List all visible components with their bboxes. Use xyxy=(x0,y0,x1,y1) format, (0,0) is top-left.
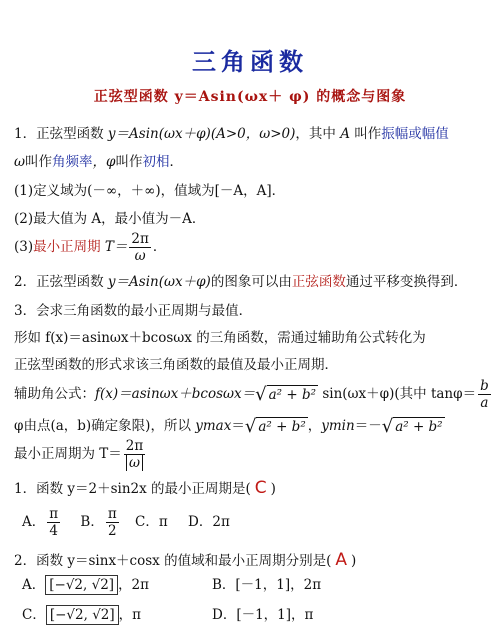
question-2-options-ab xyxy=(22,575,492,595)
fraction-period-abs: $\frac{2\pi}{\omega}$ xyxy=(125,438,144,471)
question-1-options xyxy=(22,502,492,542)
option-2b: B．[－1，1]，2π xyxy=(212,577,322,593)
option-2c: C． [−√2, √2] ，π xyxy=(22,607,142,623)
point-1-period: (3)最小正周期 T＝ $\frac{2\pi}{\omega}$ ． xyxy=(14,231,167,264)
page-title: 三角函数 xyxy=(192,47,308,76)
option-c: C．π xyxy=(135,514,168,530)
option-2d: D．[－1，1]，π xyxy=(212,607,314,623)
fraction-period: $\frac{2\pi}{\omega}$ xyxy=(131,231,149,264)
aux-formula-line: 辅助角公式：f(x)＝asinωx＋bcosωx＝√ a² + b² sin(ωx＋φ)(其中 tanφ＝ $\frac{b}{a}$ xyxy=(14,378,489,411)
answer-1: C xyxy=(254,478,267,498)
option-a: A． $\frac{\pi}{4}$ xyxy=(22,506,59,539)
sqrt-ymax: √ a² + b² xyxy=(244,415,306,437)
page-subtitle: 正弦型函数 y＝Asin(ωx＋ φ) 的概念与图象 xyxy=(93,89,407,105)
term-amplitude: 振幅或幅值 xyxy=(381,126,449,142)
period-line: 最小正周期为 T＝ $\frac{2\pi}{\omega}$ xyxy=(14,438,144,471)
term-initial-phase: 初相 xyxy=(142,154,170,170)
option-2a: A． [−√2, √2] ，2π xyxy=(22,577,150,593)
term-angular-frequency: 角频率 xyxy=(52,154,93,170)
point-1-line: 1．正弦型函数 y＝Asin(ωx＋φ)(A>0，ω>0)，其中 A 叫作振幅或幅值 xyxy=(14,126,449,142)
question-2: 2．函数 y＝sinx＋cosx 的值域和最小正周期分别是( A ) xyxy=(14,550,357,570)
point-3-text-b: 正弦型函数的形式求该三角函数的最值及最小正周期． xyxy=(14,357,338,373)
formula-sine-type: y＝Asin(ωx＋φ)(A>0，ω>0) xyxy=(107,126,296,142)
point-3-text-a: 形如 f(x)＝asinωx＋bcosωx 的三角函数，需通过辅助角公式转化为 xyxy=(14,330,426,346)
fraction-tan: $\frac{b}{a}$ xyxy=(480,378,489,411)
ymax-label: ymax xyxy=(195,418,232,434)
point-1-domain: (1)定义域为(－∞，＋∞)，值域为[－A，A]． xyxy=(14,183,286,199)
term-min-period: 最小正周期 xyxy=(33,239,101,255)
sqrt-expression: √ a² + b² xyxy=(255,383,317,405)
ymin-label: ymin xyxy=(321,418,355,434)
term-sine-function: 正弦函数 xyxy=(291,274,346,290)
point-3-heading: 3．会求三角函数的最小正周期与最值． xyxy=(14,303,253,319)
question-2-options-cd xyxy=(22,605,492,625)
point-1-extremes: (2)最大值为 A，最小值为－A． xyxy=(14,211,206,227)
question-1: 1．函数 y＝2＋sin2x 的最小正周期是( C ) xyxy=(14,478,276,498)
point-1-line-2: ω叫作角频率，φ叫作初相． xyxy=(14,154,183,170)
point-2-line: 2．正弦型函数 y＝Asin(ωx＋φ)的图象可以由正弦函数通过平移变换得到． xyxy=(14,274,468,290)
option-b: B． $\frac{\pi}{2}$ xyxy=(80,506,117,539)
aux-max-min-line: φ由点(a，b)确定象限)，所以 ymax＝√ a² + b² ，ymin＝－√ a² + b² xyxy=(14,412,492,441)
option-d: D．2π xyxy=(188,514,230,530)
sqrt-ymin: √ a² + b² xyxy=(381,415,443,437)
answer-2: A xyxy=(335,550,347,570)
